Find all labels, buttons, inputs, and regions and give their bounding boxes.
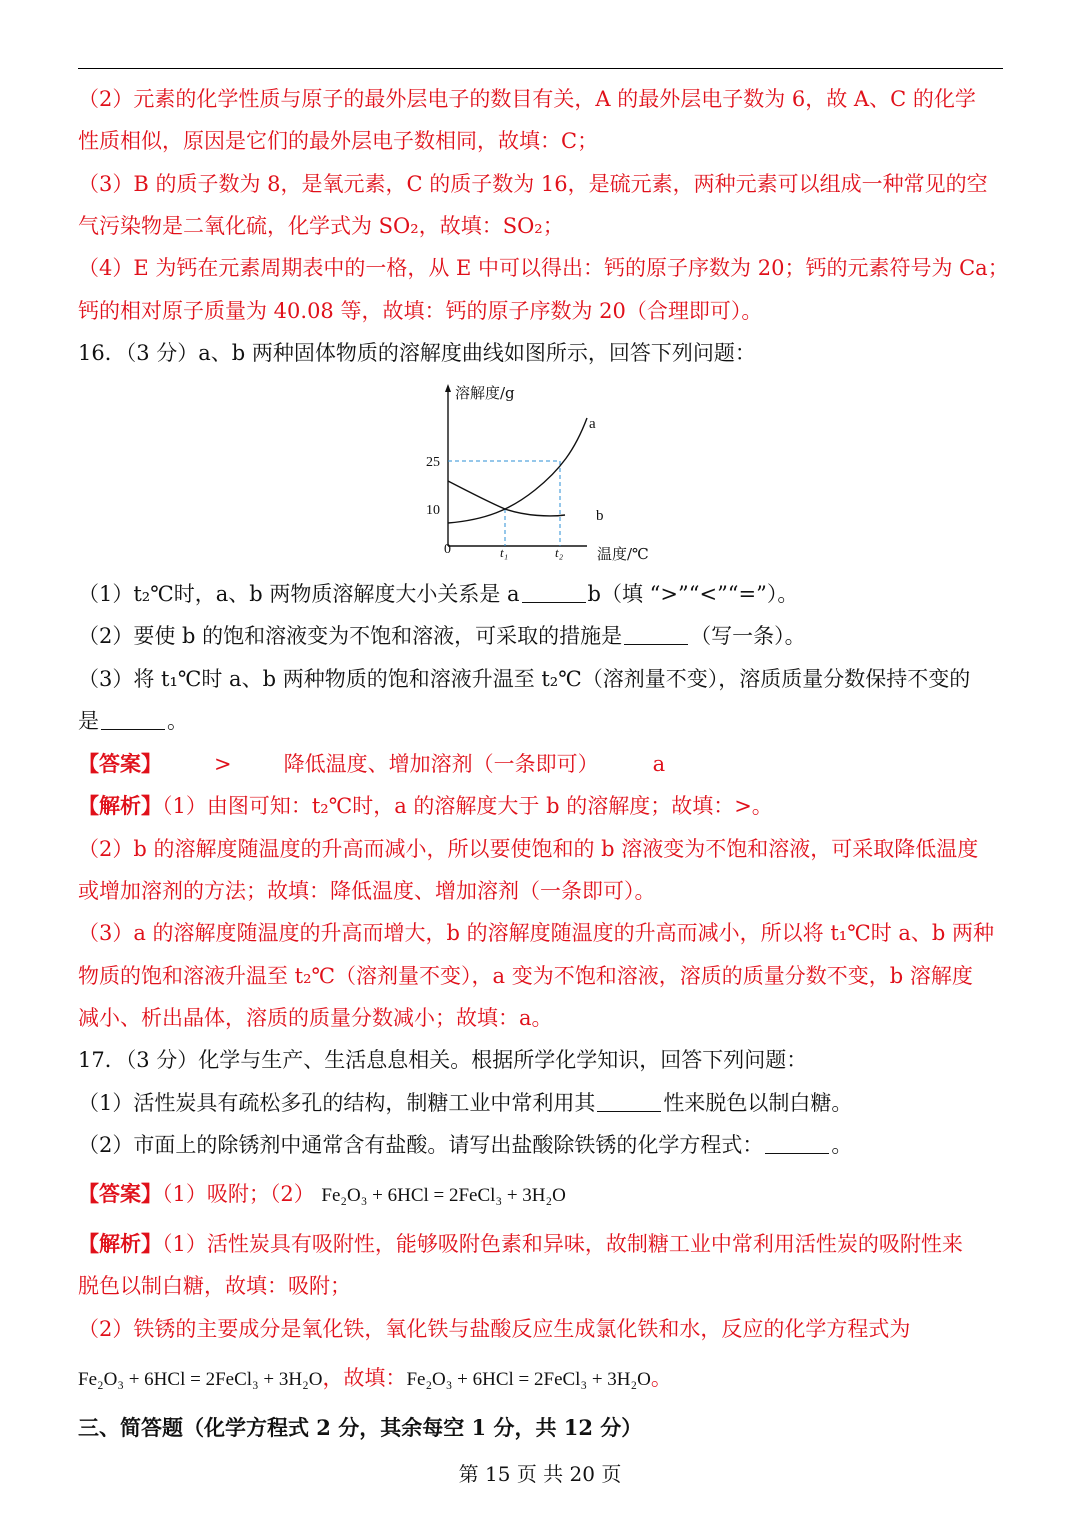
q17-sub2-post: 。: [831, 1133, 853, 1157]
answer-blank: [522, 582, 586, 603]
q17-analysis-1a: [78, 1229, 1008, 1259]
x-tick-t1: t₁: [500, 545, 509, 560]
q16-analysis-2a: （2）b 的溶解度随温度的升高而减小，所以要使饱和的 b 溶液变为不饱和溶液，可采取降低温度: [78, 837, 979, 861]
q16-analysis-3b: 物质的饱和溶液升温至 t₂℃（溶剂量不变），a 变为不饱和溶液，溶质的质量分数不变，b 溶解度: [78, 964, 973, 988]
q16-analysis-2b: 或增加溶剂的方法；故填：降低温度、增加溶剂（一条即可）。: [78, 879, 656, 903]
q17-sub1-pre: （1）活性炭具有疏松多孔的结构，制糖工业中常利用其: [78, 1091, 596, 1115]
y-axis-arrow: [445, 384, 451, 392]
q17-analysis-2: （2）铁锈的主要成分是氧化铁，氧化铁与盐酸反应生成氯化铁和水，反应的化学方程式为: [78, 1317, 911, 1341]
q16-answer: [78, 749, 1008, 779]
equation: Fe₂O₃ + 6HCl = 2FeCl₃ + 3H₂O: [406, 1369, 651, 1390]
equation: Fe₂O₃ + 6HCl = 2FeCl₃ + 3H₂O: [78, 1369, 323, 1390]
q17-sub2-pre: （2）市面上的除锈剂中通常含有盐酸。请写出盐酸除铁锈的化学方程式：: [78, 1133, 764, 1157]
q16-analysis-1: [78, 791, 1008, 821]
q16-sub2-post: （写一条）。: [690, 624, 806, 648]
analysis-text: （1）由图可知：t₂℃时，a 的溶解度大于 b 的溶解度；故填：>。: [162, 794, 773, 818]
analysis-label: 【解析】: [78, 793, 162, 818]
q16-sub2: [78, 621, 1008, 651]
curve-b: [448, 481, 565, 516]
answer-blank: [624, 624, 688, 645]
answer-label: 【答案】: [78, 1181, 162, 1206]
q16-stem: 16．（3 分）a、b 两种固体物质的溶解度曲线如图所示，回答下列问题：: [78, 341, 756, 365]
q17-sub1-post: 性来脱色以制白糖。: [663, 1091, 853, 1115]
answer-2: 降低温度、增加溶剂（一条即可）: [283, 752, 599, 776]
solubility-chart: [415, 378, 665, 568]
answer-1: >: [214, 752, 232, 776]
q16-sub3-pre: 是: [78, 709, 99, 733]
x-axis-label: 温度/℃: [597, 545, 649, 563]
y-axis-label: 溶解度/g: [455, 384, 515, 402]
q17-analysis-eq-line: [78, 1363, 1008, 1395]
analysis-label: 【解析】: [78, 1231, 162, 1256]
q16-sub1-post: b（填 “>”“<”“=”）。: [587, 582, 799, 606]
q16-sub1-pre: （1）t₂℃时，a、b 两物质溶解度大小关系是 a: [78, 582, 520, 606]
q16-sub3-line2: [78, 706, 1008, 736]
q15-p2-line2: 性质相似，原因是它们的最外层电子数相同，故填：C；: [78, 129, 599, 153]
origin-label: 0: [444, 542, 451, 557]
q17-answer: [78, 1179, 1008, 1211]
q16-sub1: [78, 579, 1008, 609]
fill-text: ，故填：: [322, 1366, 407, 1390]
header-rule: [78, 68, 1003, 69]
q16-analysis-3a: （3）a 的溶解度随温度的升高而增大，b 的溶解度随温度的升高而减小，所以将 t₁℃时 a、b 两种: [78, 921, 995, 945]
page-footer: 第 15 页 共 20 页: [458, 1462, 622, 1486]
curve-a: [448, 418, 587, 523]
q16-sub2-pre: （2）要使 b 的饱和溶液变为不饱和溶液，可采取的措施是: [78, 624, 623, 648]
analysis-text: （1）活性炭具有吸附性，能够吸附色素和异味，故制糖工业中常利用活性炭的吸附性来: [162, 1232, 963, 1256]
answer-equation: Fe₂O₃ + 6HCl = 2FeCl₃ + 3H₂O: [321, 1185, 566, 1206]
q15-p2-line1: （2）元素的化学性质与原子的最外层电子的数目有关，A 的最外层电子数为 6，故 A、C 的化学: [78, 87, 976, 111]
q15-p4-line1: （4）E 为钙在元素周期表中的一格，从 E 中可以得出：钙的原子序数为 20；钙的元素符号为 Ca；: [78, 256, 1009, 280]
series-label-a: a: [589, 416, 596, 432]
q16-sub3-post: 。: [167, 709, 188, 733]
y-tick-25: 25: [426, 455, 440, 470]
answer-text: （1）吸附；（2）: [162, 1182, 315, 1206]
period: 。: [650, 1366, 672, 1390]
q17-sub1: [78, 1088, 1008, 1118]
answer-blank: [765, 1133, 829, 1154]
q17-analysis-1b: 脱色以制白糖，故填：吸附；: [78, 1274, 351, 1298]
answer-label: 【答案】: [78, 751, 162, 776]
x-tick-t2: t₂: [555, 545, 564, 560]
q17-sub2: [78, 1130, 1008, 1160]
q16-sub3-line1: （3）将 t₁℃时 a、b 两种物质的饱和溶液升温至 t₂℃（溶剂量不变），溶质质量分数保持不变的: [78, 667, 971, 691]
q15-p4-line2: 钙的相对原子质量为 40.08 等，故填：钙的原子序数为 20（合理即可）。: [78, 299, 763, 323]
y-tick-10: 10: [426, 503, 440, 518]
answer-blank: [597, 1091, 661, 1112]
q16-analysis-3c: 减小、析出晶体，溶质的质量分数减小；故填：a。: [78, 1006, 553, 1030]
series-label-b: b: [596, 508, 604, 524]
section-3-heading: 三、简答题（化学方程式 2 分，其余每空 1 分，共 12 分）: [78, 1415, 643, 1440]
q15-p3-line1: （3）B 的质子数为 8，是氧元素，C 的质子数为 16，是硫元素，两种元素可以组成一种常见的空: [78, 172, 988, 196]
q17-stem: 17．（3 分）化学与生产、生活息息相关。根据所学化学知识，回答下列问题：: [78, 1048, 808, 1072]
answer-3: a: [652, 752, 666, 776]
answer-blank: [101, 709, 165, 730]
q15-p3-line2: 气污染物是二氧化硫，化学式为 SO₂，故填：SO₂；: [78, 214, 564, 238]
